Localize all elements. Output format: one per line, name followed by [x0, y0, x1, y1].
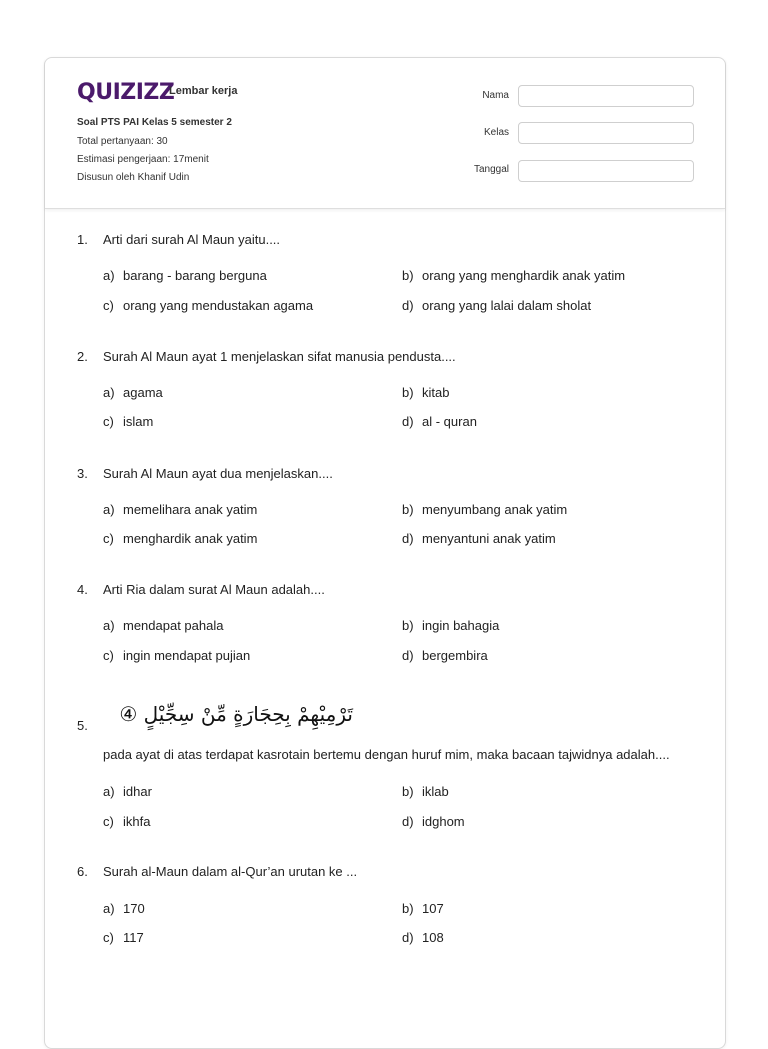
option-a[interactable] [103, 268, 267, 283]
option-letter: b) [402, 901, 414, 916]
sheet-type-label: Lembar kerja [169, 85, 238, 97]
option-text: barang - barang berguna [123, 268, 267, 283]
class-label: Kelas [483, 127, 509, 138]
option-b[interactable] [402, 618, 499, 633]
option-letter: c) [103, 648, 114, 663]
option-d[interactable] [402, 414, 477, 429]
option-letter: a) [103, 385, 115, 400]
total-questions: Total pertanyaan: 30 [77, 136, 168, 147]
option-letter: c) [103, 298, 114, 313]
option-letter: c) [103, 414, 114, 429]
option-text: memelihara anak yatim [123, 502, 258, 517]
option-letter: d) [402, 648, 414, 663]
option-letter: b) [402, 784, 414, 799]
name-field[interactable] [518, 85, 694, 107]
option-letter: b) [402, 618, 414, 633]
option-a[interactable] [103, 502, 257, 517]
option-letter: c) [103, 814, 114, 829]
option-letter: b) [402, 502, 414, 517]
arabic-verse: تَرْمِيْهِمْ بِحِجَارَةٍ مِّنْ سِجِّيْلٍ ④ [119, 702, 353, 726]
option-c[interactable] [103, 648, 250, 663]
option-letter: a) [103, 268, 115, 283]
option-text: 170 [123, 901, 145, 916]
option-text: bergembira [422, 648, 488, 663]
option-text: 108 [422, 930, 444, 945]
worksheet [44, 57, 726, 1049]
option-d[interactable] [402, 648, 488, 663]
option-d[interactable] [402, 531, 556, 546]
option-text: orang yang lalai dalam sholat [422, 298, 592, 313]
author: Disusun oleh Khanif Udin [77, 172, 190, 183]
option-letter: c) [103, 531, 114, 546]
question-number: 3. [77, 466, 88, 481]
option-c[interactable] [103, 531, 257, 546]
name-label: Nama [482, 90, 509, 101]
option-text: orang yang mendustakan agama [123, 298, 314, 313]
option-b[interactable] [402, 385, 449, 400]
option-text: ingin mendapat pujian [123, 648, 251, 663]
question-number: 4. [77, 582, 88, 597]
option-b[interactable] [402, 268, 625, 283]
option-letter: b) [402, 268, 414, 283]
option-a[interactable] [103, 784, 152, 799]
class-field[interactable] [518, 122, 694, 144]
option-b[interactable] [402, 502, 567, 517]
option-letter: d) [402, 414, 414, 429]
option-letter: a) [103, 502, 115, 517]
option-c[interactable] [103, 930, 144, 945]
option-a[interactable] [103, 618, 223, 633]
worksheet-title: Soal PTS PAI Kelas 5 semester 2 [77, 117, 232, 128]
question-text: Surah Al Maun ayat 1 menjelaskan sifat manusia pendusta.... [103, 349, 456, 364]
quizizz-logo: QUIZIZZ [77, 80, 175, 105]
option-text: orang yang menghardik anak yatim [422, 268, 626, 283]
option-text: idhar [123, 784, 152, 799]
option-d[interactable] [402, 814, 465, 829]
option-text: menyumbang anak yatim [422, 502, 568, 517]
option-letter: a) [103, 618, 115, 633]
option-text: ikhfa [123, 814, 151, 829]
option-text: agama [123, 385, 163, 400]
question-number: 2. [77, 349, 88, 364]
option-text: idghom [422, 814, 465, 829]
option-text: 107 [422, 901, 444, 916]
date-label: Tanggal [473, 164, 509, 175]
option-letter: d) [402, 930, 414, 945]
option-text: 117 [123, 930, 144, 945]
question-number: 6. [77, 864, 88, 879]
question-text: Surah al-Maun dalam al-Qur’an urutan ke ... [103, 864, 358, 879]
option-c[interactable] [103, 814, 150, 829]
option-c[interactable] [103, 414, 153, 429]
option-text: kitab [422, 385, 450, 400]
option-a[interactable] [103, 385, 163, 400]
question-text: Surah Al Maun ayat dua menjelaskan.... [103, 466, 333, 481]
option-b[interactable] [402, 901, 444, 916]
option-text: iklab [422, 784, 449, 799]
option-a[interactable] [103, 901, 145, 916]
worksheet-header [45, 58, 725, 209]
option-text: ingin bahagia [422, 618, 500, 633]
question-number: 5. [77, 718, 88, 733]
option-b[interactable] [402, 784, 449, 799]
question-text: Arti dari surah Al Maun yaitu.... [103, 232, 281, 247]
option-letter: a) [103, 901, 115, 916]
option-letter: c) [103, 930, 114, 945]
option-d[interactable] [402, 930, 444, 945]
option-c[interactable] [103, 298, 313, 313]
option-letter: d) [402, 298, 414, 313]
option-letter: d) [402, 531, 414, 546]
option-letter: b) [402, 385, 414, 400]
option-letter: a) [103, 784, 115, 799]
estimated-time: Estimasi pengerjaan: 17menit [77, 154, 209, 165]
option-letter: d) [402, 814, 414, 829]
option-text: mendapat pahala [123, 618, 224, 633]
question-text: pada ayat di atas terdapat kasrotain bertemu dengan huruf mim, maka bacaan tajwidnya adalah.... [103, 747, 670, 762]
option-text: islam [123, 414, 154, 429]
question-text: Arti Ria dalam surat Al Maun adalah.... [103, 582, 325, 597]
date-field[interactable] [518, 160, 694, 182]
option-text: menyantuni anak yatim [422, 531, 556, 546]
question-number: 1. [77, 232, 88, 247]
option-d[interactable] [402, 298, 591, 313]
option-text: menghardik anak yatim [123, 531, 258, 546]
option-text: al - quran [422, 414, 477, 429]
